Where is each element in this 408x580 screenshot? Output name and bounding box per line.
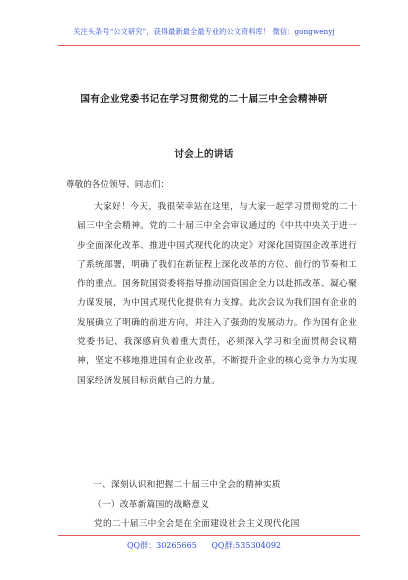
header-divider: [58, 45, 360, 46]
body-paragraph-2: 党的二十届三中全会是在全面建设社会主义现代化国: [94, 519, 300, 529]
section-heading-1: 一、深刻认识和把握二十届三中全会的精神实质: [93, 480, 281, 490]
document-title-line-1: 国有企业党委书记在学习贯彻党的二十届三中全会精神研: [80, 94, 328, 105]
document-title-line-2: 讨会上的讲话: [174, 149, 234, 160]
header-promo-note: 关注头条号“公文研究”，获得最新最全最专业的公文资料库！ 微信：gongwenyj: [73, 27, 335, 36]
subsection-heading-1: （一）改革新篇国的战略意义: [93, 500, 210, 510]
footer-qq-group-2: QQ群:535304092: [211, 541, 281, 550]
salutation: 尊敬的各位领导、同志们：: [66, 180, 170, 190]
footer-divider: [58, 535, 360, 536]
body-paragraph-1: 大家好！今天，我很荣幸站在这里，与大家一起学习贯彻党的二十届三中全会精神。党的二十届三中全会审议通过的《中共中央关于进一步全面深化改革、推进中国式现代化的决定》对深化国资国企改革进行了系统部署，明确了我们在新征程上深化改革的方位、前行的节奏和工作的重点。国务院国资委将指导推动国资国企全力以赴抓改革、凝心聚力谋发展，为中国式现代化提供有力支撑。此次会议为我们国有企业的发展确立了明确的前进方向，并注入了强劲的发展动力。作为国有企业党委书记，我深感肩负着重大责任，必须深入学习和全面贯彻会议精神，坚定不移地推进国有企业改革，不断提升企业的核心竞争力为实现国家经济发展目标贡献自己的力量。: [77, 202, 357, 386]
footer-qq-group-1: QQ群：30265665: [126, 541, 197, 550]
footer: [0, 540, 408, 551]
